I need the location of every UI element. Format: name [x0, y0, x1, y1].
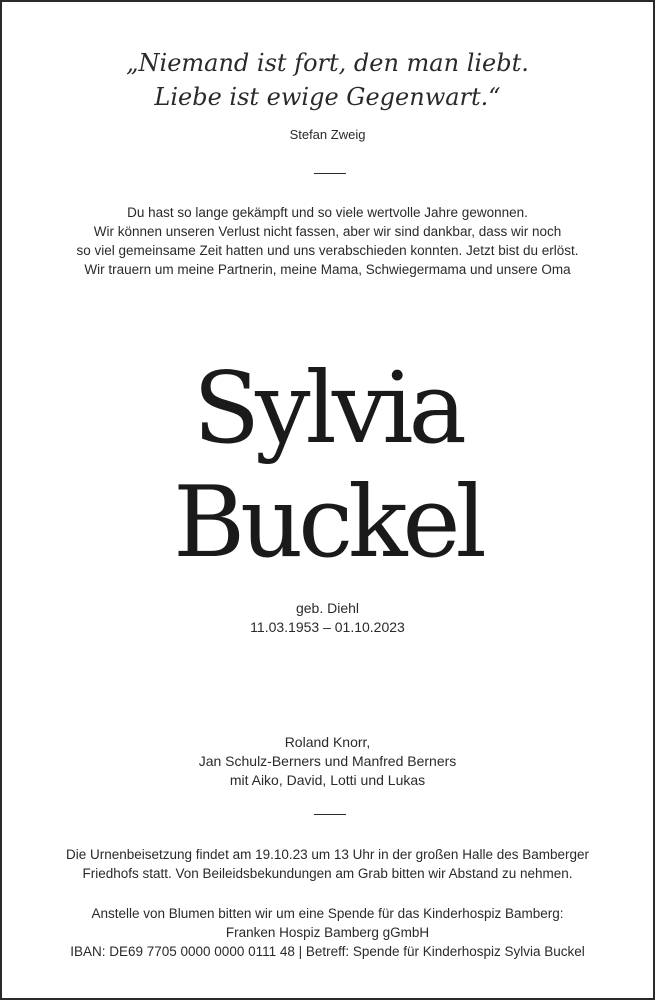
life-dates — [2, 599, 653, 637]
intro-line: Wir trauern um meine Partnerin, meine Mama, Schwiegermama und unsere Oma — [84, 262, 571, 277]
intro-line: so viel gemeinsame Zeit hatten und uns verabschieden konnten. Jetzt bist du erlöst. — [76, 243, 579, 258]
intro-line: Du hast so lange gekämpft und so viele wertvolle Jahre gewonnen. — [127, 205, 528, 220]
intro-line: Wir können unseren Verlust nicht fassen, aber wir sind dankbar, dass wir noch — [93, 224, 562, 239]
divider — [314, 814, 346, 815]
mourner-line: Roland Knorr, — [284, 734, 371, 750]
birth-name: geb. Diehl — [295, 600, 360, 616]
mourner-line: mit Aiko, David, Lotti und Lukas — [229, 772, 426, 788]
quote-author: Stefan Zweig — [289, 127, 366, 142]
intro-text — [2, 203, 653, 279]
date-range: 11.03.1953 – 01.10.2023 — [250, 619, 405, 635]
mourner-line: Jan Schulz-Berners und Manfred Berners — [198, 753, 457, 769]
mourners — [2, 733, 653, 790]
donation-line: IBAN: DE69 7705 0000 0000 0111 48 | Betreff: Spende für Kinderhospiz Sylvia Buckel — [70, 944, 585, 959]
donation-line: Anstelle von Blumen bitten wir um eine Spende für das Kinderhospiz Bamberg: — [91, 906, 564, 921]
quote-line-2: Liebe ist ewige Gegenwart.“ — [154, 83, 501, 111]
donation-line: Franken Hospiz Bamberg gGmbH — [225, 925, 430, 940]
funeral-line: Die Urnenbeisetzung findet am 19.10.23 um 13 Uhr in der großen Halle des Bamberger — [65, 847, 590, 862]
funeral-line: Friedhofs statt. Von Beileidsbekundungen am Grab bitten wir Abstand zu nehmen. — [82, 866, 573, 881]
funeral-info — [2, 845, 653, 883]
quote — [2, 46, 653, 114]
donation-info — [2, 904, 653, 961]
divider — [314, 173, 346, 174]
deceased-last-name: Buckel — [173, 466, 482, 580]
deceased-first-name: Sylvia — [193, 352, 462, 466]
quote-line-1: „Niemand ist fort, den man liebt. — [126, 49, 529, 77]
